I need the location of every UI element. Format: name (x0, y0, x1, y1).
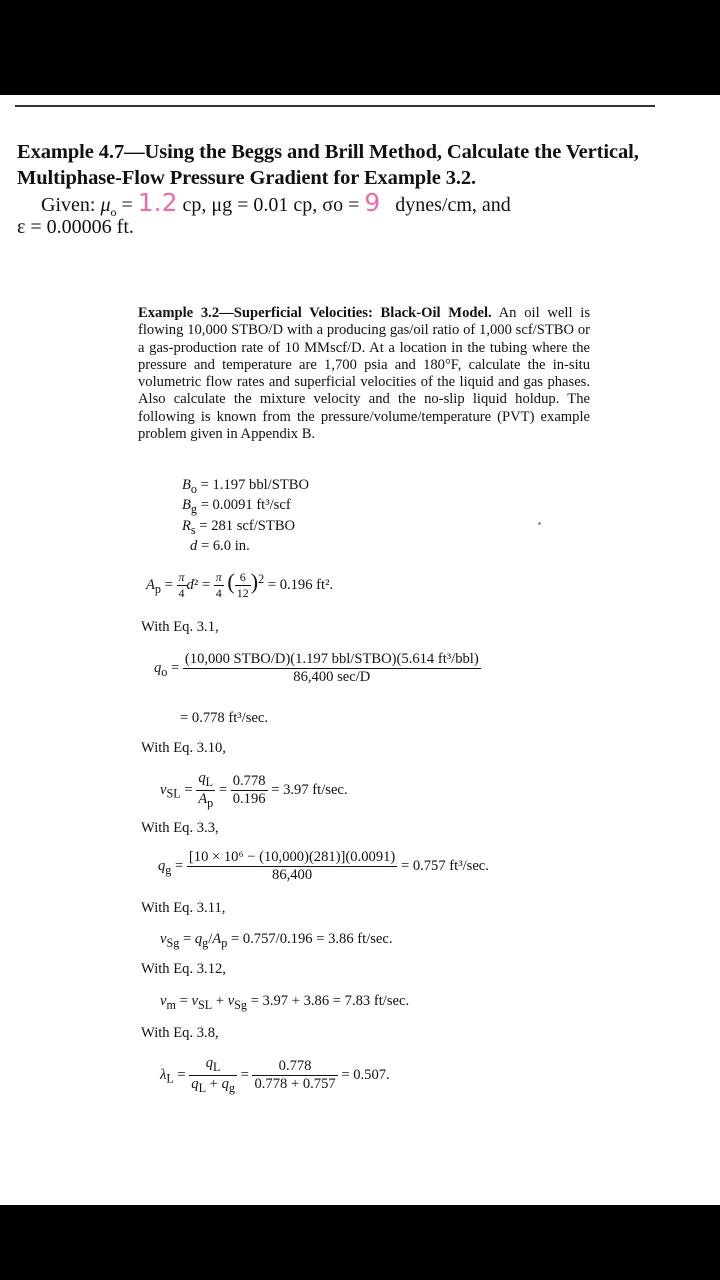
document-page (0, 95, 720, 1205)
given-item: $R_s = 281$ scf/STBO (182, 517, 296, 537)
qg-equation: $q_g$ = $\frac{\text{[10 × 10⁶ − (10,000)(281)](0.0091)}}{86,400}$ = 0.757 ft³/sec. (158, 849, 489, 883)
ap-result: = 0.196 ft². (267, 577, 334, 593)
qo-equation: $q_o$ = $\frac{\text{(10,000 STBO/D)(1.197 bbl/STBO)(5.614 ft³/bbl)}}{86,400 \sec/D}$ (154, 651, 479, 685)
given-label: Given: (41, 194, 96, 216)
given-mu-g: cp, μg = 0.01 cp, σo = (182, 194, 360, 216)
vsg-result: = 0.757/0.196 = 3.86 ft/sec. (230, 931, 393, 947)
example-4-7-given: Given: $\mu_o = 1.2$ cp, μg = 0.01 cp, σo = 9 dynes/cm, and (17, 191, 697, 224)
qo-result: = 0.778 ft³/sec. (180, 710, 268, 726)
given-epsilon: ε = 0.00006 ft. (17, 216, 134, 238)
top-rule (15, 105, 655, 107)
given-sigma-unit: dynes/cm, and (395, 194, 511, 216)
vsl-denominator: 0.196 (232, 790, 266, 807)
eq-3-11-label: With Eq. 3.11, (141, 900, 226, 916)
qg-denominator: 86,400 (272, 867, 313, 883)
lambda-numerator: 0.778 (252, 1058, 337, 1076)
qg-result: = 0.757 ft³/sec. (400, 857, 489, 874)
lambda-equation: $\lambda_L$ = $\frac{q_L}{q_L + q_g}$ = $\frac{0.778}{0.778 + 0.757}$ = 0.507. (160, 1055, 390, 1095)
example-3-2-body: An oil well is flowing 10,000 STBO/D with a producing gas/oil ratio of 1,000 scf/STBO or a gas-production rate of 10 MMscf/D. At a location in the tubing where the pressure and temperature are 1,700 psia and 180°F, calculate the in-situ volumetric flow rates and superficial velocities of the liquid and gas phases. Also calculate the mixture velocity and the no-slip liquid holdup. The following is known from the pressure/volume/temperature (PVT) example problem given in Appendix B. (138, 305, 590, 443)
given-item: $B_o = 1.197$ bbl/STBO (182, 477, 310, 496)
vm-result: = 3.97 + 3.86 = 7.83 ft/sec. (250, 993, 410, 1009)
vsg-equation: $v_{Sg} = q_g/A_p = 0.757/0.196 = 3.86$ ft/sec. (160, 931, 393, 950)
ap-equation: $A_p$ = $\frac{\pi}{4}$ d² = $\frac{\pi}{4}$ ( $\frac{6}{12}$ )$^2$ = 0.196 ft². (146, 569, 334, 601)
given-item: d = 6.0 in. (190, 538, 250, 555)
lambda-denominator: 0.778 + 0.757 (254, 1075, 336, 1092)
qo-numerator: (10,000 STBO/D)(1.197 bbl/STBO)(5.614 ft³/bbl) (184, 651, 479, 667)
example-4-7-title: Example 4.7—Using the Beggs and Brill Method, Calculate the Vertical, Multiphase-Flow Pressure Gradient for Example 3.2. (17, 141, 639, 189)
speck (538, 522, 541, 525)
eq-3-8-label: With Eq. 3.8, (141, 1025, 219, 1041)
vm-equation: $v_m = v_{SL} + v_{Sg} = 3.97 + 3.86 = 7.83$ ft/sec. (160, 993, 410, 1012)
handwritten-viscosity: 1.2 (137, 188, 178, 217)
example-3-2-problem (138, 305, 590, 443)
eq-3-10-label: With Eq. 3.10, (141, 740, 226, 756)
vsl-result: = 3.97 ft/sec. (271, 781, 348, 798)
vsl-equation: $v_{SL}$ = $\frac{q_L}{A_p}$ = $\frac{0.778}{0.196}$ = 3.97 ft/sec. (160, 770, 348, 810)
qo-denominator: 86,400 sec/D (293, 669, 371, 685)
eq-3-12-label: With Eq. 3.12, (141, 961, 226, 977)
lambda-result: = 0.507. (341, 1066, 390, 1083)
eq-3-1-label: With Eq. 3.1, (141, 619, 219, 635)
vsl-numerator: 0.778 (232, 772, 266, 789)
given-item: $B_g = 0.0091$ ft³/scf (182, 497, 291, 517)
eq-3-3-label: With Eq. 3.3, (141, 820, 219, 836)
qg-numerator: [10 × 10⁶ − (10,000)(281)](0.0091) (188, 849, 396, 865)
pvt-given-list (168, 477, 309, 555)
example-3-2-title: Example 3.2—Superficial Velocities: Black-Oil Model. (138, 305, 492, 321)
handwritten-surface-tension: 9 (364, 188, 381, 217)
